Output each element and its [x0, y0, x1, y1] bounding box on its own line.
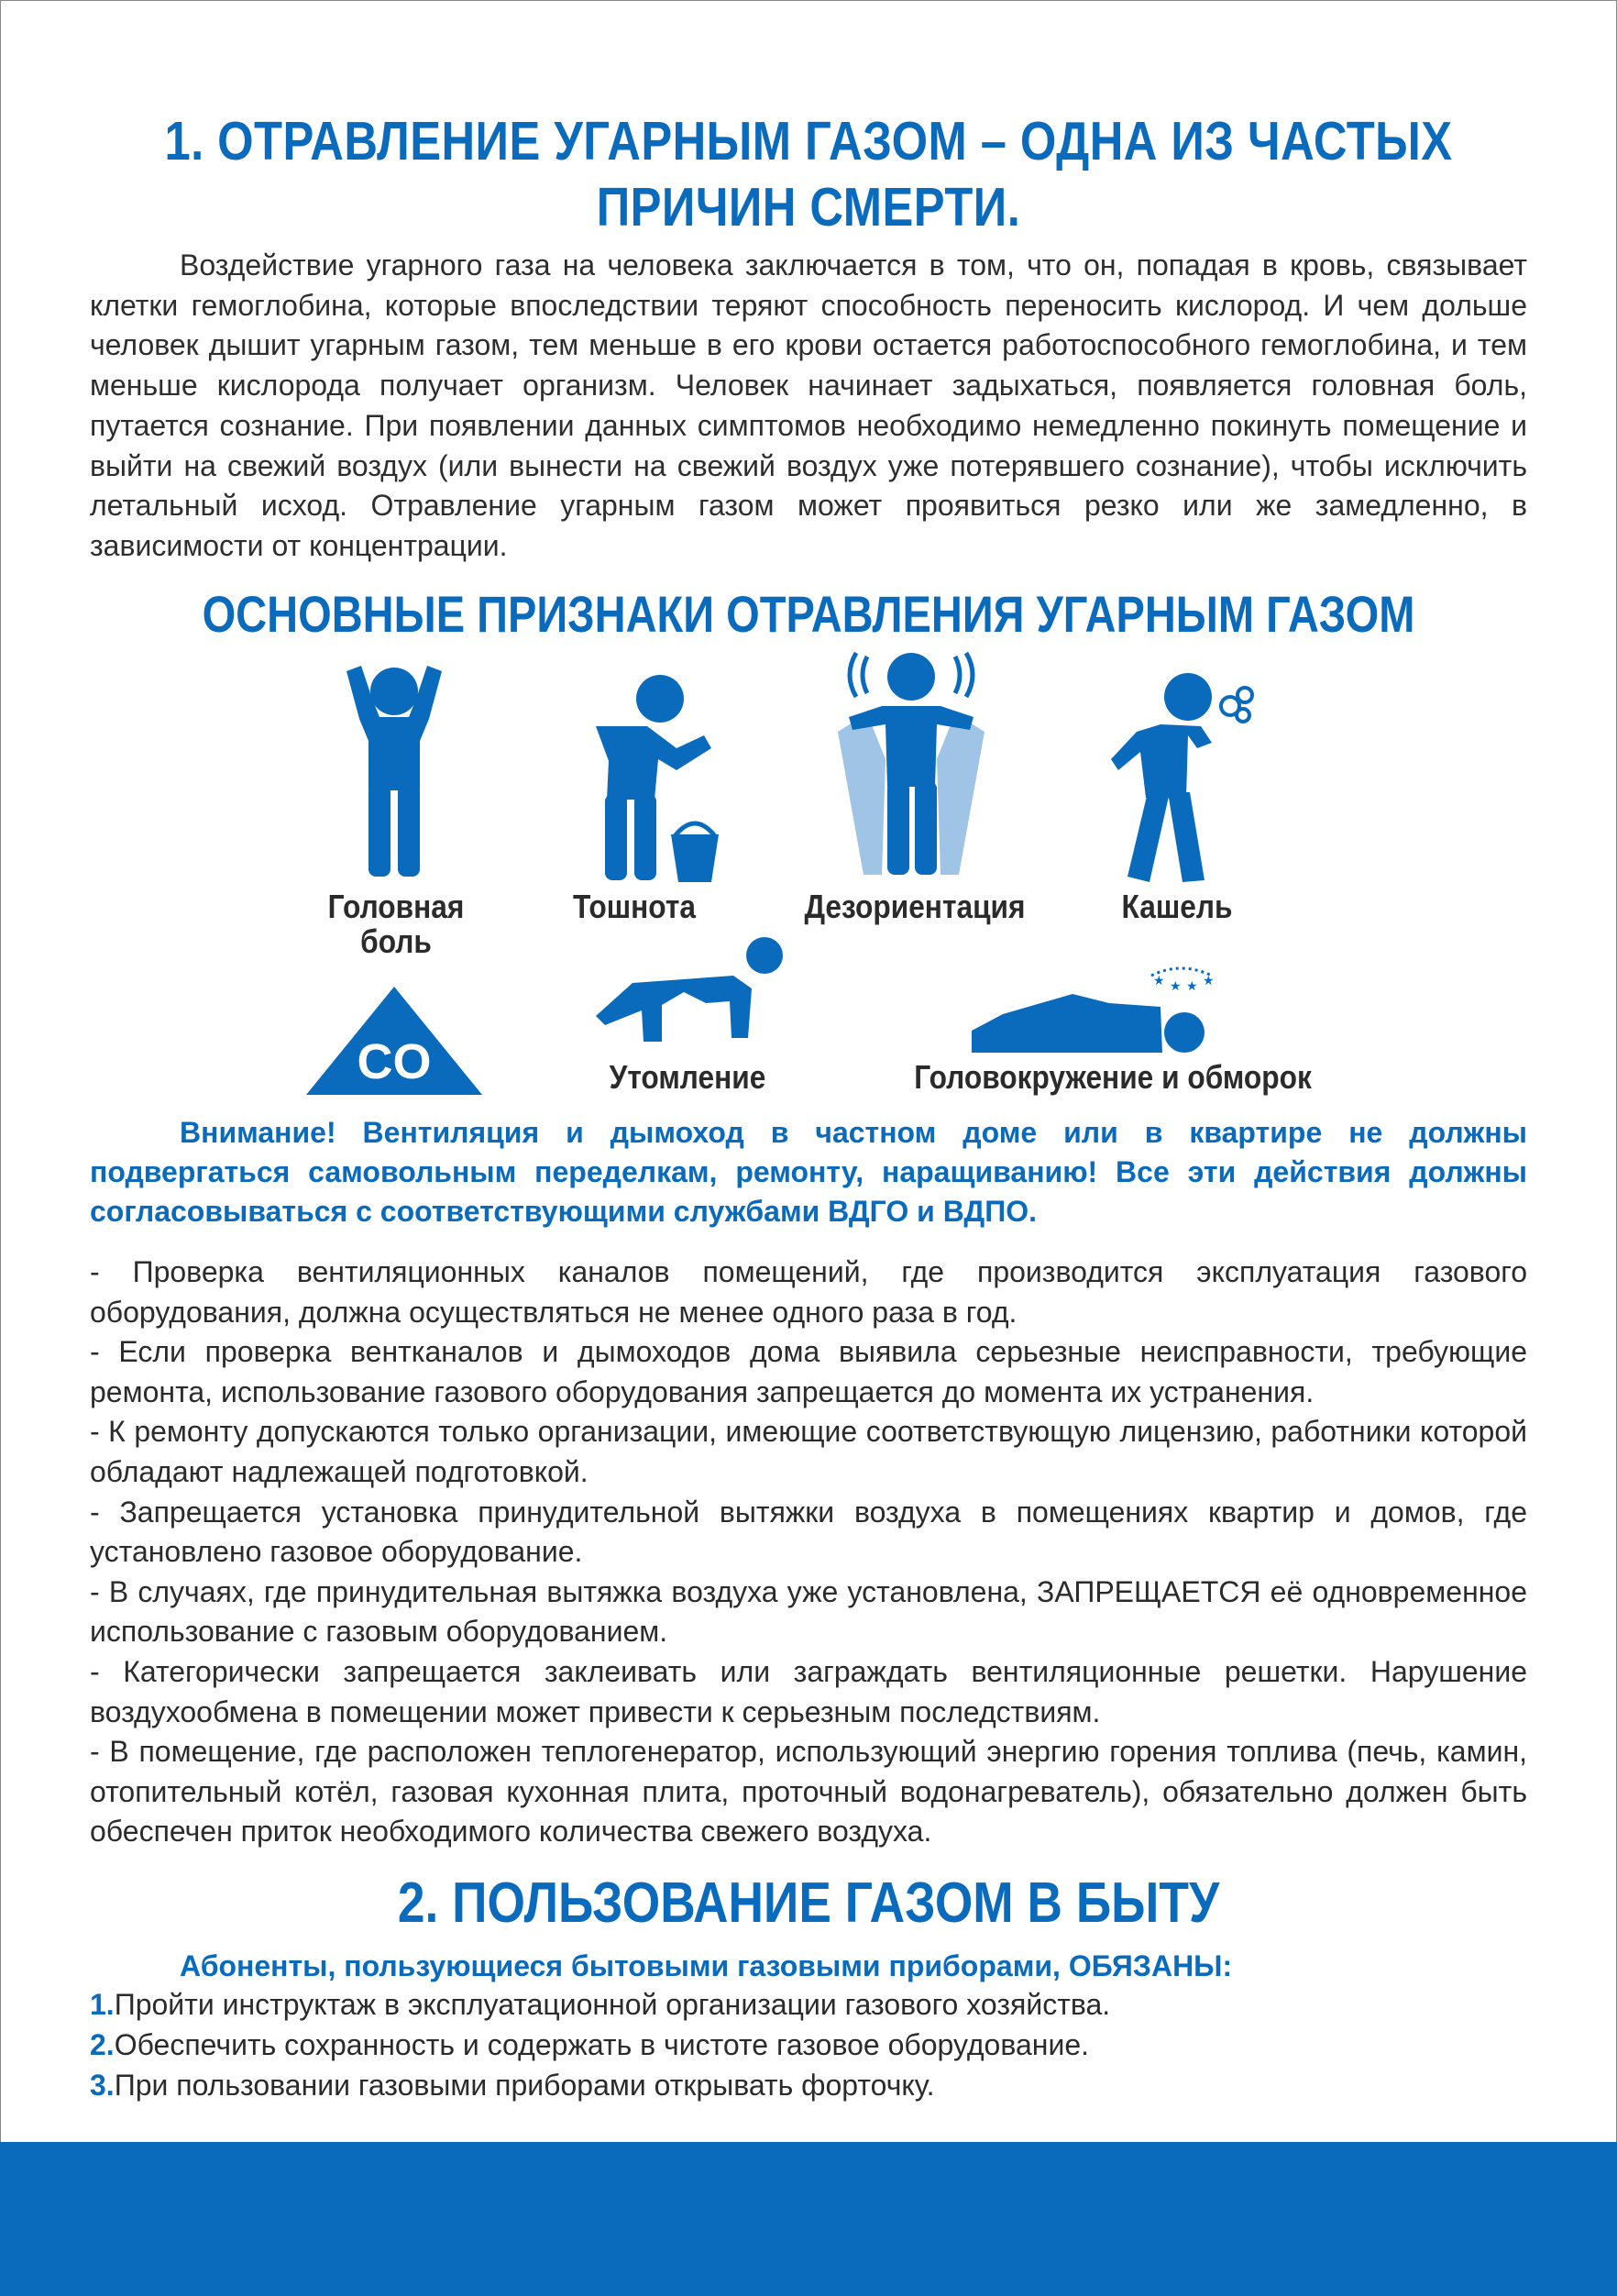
headache-label: Головная боль: [327, 888, 465, 960]
section-2-heading: 2. ПОЛЬЗОВАНИЕ ГАЗОМ В БЫТУ: [397, 1871, 1220, 1935]
duty-text: Обеспечить сохранность и содержать в чистоте газовое оборудование.: [114, 2028, 1090, 2061]
fatigue-icon: [596, 937, 788, 1047]
rule-item: - К ремонту допускаются только организации, имеющие соответствующую лицензию, работники которой обладают надлежащей подготовкой.: [90, 1415, 1527, 1488]
disorientation-label: Дезориентация: [804, 888, 1026, 925]
intro-text: Воздействие угарного газа на человека заключается в том, что он, попадая в кровь, связывает клетки гемоглобина, которые впоследствии теряют способность переносить кислород. И чем дольше человек дышит угарным газом, тем меньше в его крови остается работоспособного гемоглобина, и тем меньше кислорода получает организм. Человек начинает задыхаться, появляется головная боль, путается сознание. При появлении данных симптомов необходимо немедленно покинуть помещение и выйти на свежий воздух (или вынести на свежий воздух уже потерявшего сознание), чтобы исключить летальный исход. Отравление угарным газом может проявиться резко или же замедленно, в зависимости от концентрации.: [90, 248, 1527, 562]
cough-icon: [1109, 669, 1256, 882]
rule-item: - Проверка вентиляционных каналов помещений, где производится эксплуатация газового оборудования, должна осуществляться не менее одного раза в год.: [90, 1255, 1527, 1329]
duty-number: 2.: [90, 2028, 115, 2061]
cough-label: Кашель: [1121, 888, 1233, 925]
intro-paragraph: [90, 246, 1527, 567]
duty-item: [90, 2065, 1527, 2105]
fatigue-label: Утомление: [609, 1058, 766, 1096]
svg-text:★: ★: [1153, 974, 1165, 988]
nausea-icon: [587, 671, 724, 882]
attention-notice: Внимание! Вентиляция и дымоход в частном доме или в квартире не должны подвергаться самовольным переделкам, ремонту, наращиванию! Все эти действия должны согласовываться с соответствующими службами ВДГО и ВДПО.: [90, 1116, 1527, 1228]
ventilation-rules: [90, 1253, 1527, 1852]
section-1-heading: 1. ОТРАВЛЕНИЕ УГАРНЫМ ГАЗОМ – ОДНА ИЗ ЧАСТЫХ ПРИЧИН СМЕРТИ.: [164, 111, 1453, 237]
duty-text: При пользовании газовыми приборами открывать форточку.: [114, 2069, 935, 2102]
rule-item: - Категорически запрещается заклеивать или заграждать вентиляционные решетки. Нарушение воздухообмена в помещении может привести к серьезным последствиям.: [90, 1654, 1527, 1728]
rule-item: - В случаях, где принудительная вытяжка воздуха уже установлена, ЗАПРЕЩАЕТСЯ её одновременное использование с газовым оборудованием.: [90, 1574, 1527, 1649]
headache-icon: [330, 662, 458, 878]
duty-number: 3.: [90, 2069, 115, 2102]
co-warning-icon: [306, 987, 482, 1095]
svg-text:★: ★: [1170, 979, 1182, 994]
rule-item: - В помещение, где расположен теплогенератор, использующий энергию горения топлива (печь, камин, отопительный котёл, газовая кухонная плита, проточный водонагреватель), обязательно должен быть обеспечен приток необходимого количества свежего воздуха.: [90, 1735, 1527, 1849]
svg-text:★: ★: [1186, 979, 1198, 994]
duties-title: Абоненты, пользующиеся бытовыми газовыми приборами, ОБЯЗАНЫ:: [180, 1949, 1233, 1982]
duties-list: [90, 1984, 1527, 2105]
rule-item: - Если проверка вентканалов и дымоходов дома выявила серьезные неисправности, требующие ремонта, использование газового оборудования запрещается до момента их устранения.: [90, 1335, 1527, 1408]
signs-heading: ОСНОВНЫЕ ПРИЗНАКИ ОТРАВЛЕНИЯ УГАРНЫМ ГАЗОМ: [202, 585, 1415, 643]
svg-text:CO: CO: [357, 1034, 432, 1089]
duty-text: Пройти инструктаж в эксплуатационной организации газового хозяйства.: [114, 1988, 1111, 2021]
footer-band: [0, 2142, 1617, 2296]
fainting-icon: [972, 966, 1228, 1056]
disorientation-icon: [830, 649, 992, 878]
nausea-label: Тошнота: [573, 888, 696, 925]
duty-item: [90, 2025, 1527, 2065]
fainting-label: Головокружение и обморок: [914, 1058, 1312, 1096]
duty-number: 1.: [90, 1988, 115, 2021]
rule-item: - Запрещается установка принудительной вытяжки воздуха в помещениях квартир и домов, где установлено газовое оборудование.: [90, 1495, 1527, 1569]
svg-text:★: ★: [1203, 974, 1215, 988]
duty-item: [90, 1984, 1527, 2025]
